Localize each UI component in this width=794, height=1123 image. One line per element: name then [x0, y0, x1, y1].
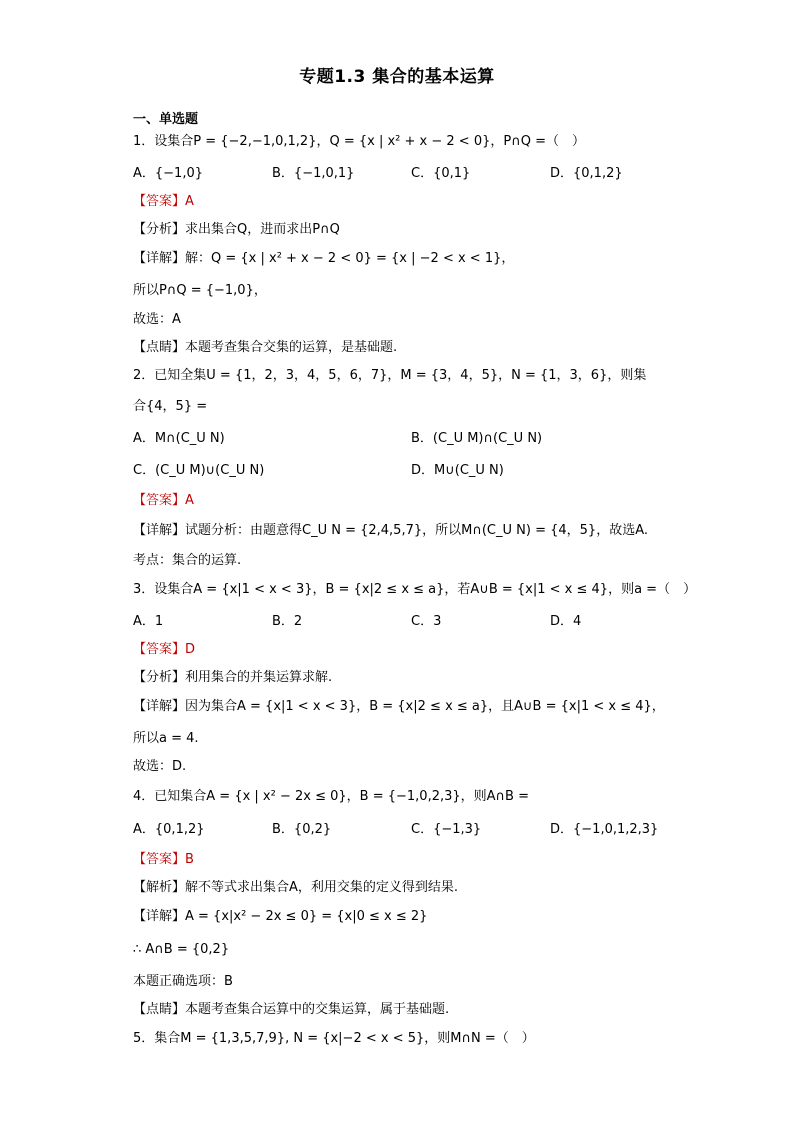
q1-so: 所以P∩Q = {−1,0}， — [133, 283, 267, 298]
q2-option-a: A．M∩(C_U N) — [133, 431, 225, 446]
q2-option-c: C．(C_U M)∪(C_U N) — [133, 463, 265, 478]
q4-option-b: B．{0,2} — [272, 822, 332, 837]
q3-option-b: B．2 — [272, 614, 303, 629]
q4-detail: 【详解】A = {x|x² − 2x ≤ 0} = {x|0 ≤ x ≤ 2} — [133, 909, 428, 924]
q1-answer: 【答案】A — [133, 194, 194, 209]
q3-detail: 【详解】因为集合A = {x|1 < x < 3}，B = {x|2 ≤ x ≤ a}，且A∪B = {x|1 < x ≤ 4}， — [133, 699, 665, 714]
q4-correct-option: 本题正确选项：B — [133, 974, 233, 989]
q1-option-d: D．{0,1,2} — [550, 166, 623, 181]
q2-stem-continued: 合{4，5} = — [133, 399, 208, 414]
q3-so: 所以a = 4. — [133, 731, 199, 746]
q2-option-d: D．M∪(C_U N) — [411, 463, 504, 478]
q3-stem: 3．设集合A = {x|1 < x < 3}，B = {x|2 ≤ x ≤ a}，若A∪B = {x|1 < x ≤ 4}，则a =（ ） — [133, 582, 697, 597]
q3-option-d: D．4 — [550, 614, 582, 629]
q1-option-a: A．{−1,0} — [133, 166, 204, 181]
q2-detail: 【详解】试题分析：由题意得C_U N = {2,4,5,7}，所以M∩(C_U N) = {4，5}，故选A. — [133, 523, 648, 538]
q1-detail: 【详解】解：Q = {x | x² + x − 2 < 0} = {x | −2 < x < 1}， — [133, 251, 515, 266]
q3-choose: 故选：D. — [133, 759, 187, 774]
q5-stem: 5．集合M = {1,3,5,7,9}, N = {x|−2 < x < 5}，则M∩N =（ ） — [133, 1031, 535, 1046]
q3-option-c: C．3 — [411, 614, 442, 629]
q4-option-a: A．{0,1,2} — [133, 822, 205, 837]
q1-option-b: B．{−1,0,1} — [272, 166, 355, 181]
q4-answer: 【答案】B — [133, 852, 194, 867]
q2-answer: 【答案】A — [133, 493, 194, 508]
q1-stem: 1．设集合P = {−2,−1,0,1,2}，Q = {x | x² + x − 2 < 0}，P∩Q =（ ） — [133, 134, 585, 149]
q4-therefore: ∴ A∩B = {0,2} — [133, 942, 230, 957]
q3-answer: 【答案】D — [133, 642, 196, 657]
section-heading: 一、单选题 — [133, 112, 199, 127]
q1-choose: 故选：A — [133, 312, 181, 327]
q3-analysis: 【分析】利用集合的并集运算求解. — [133, 670, 333, 685]
q2-option-b: B．(C_U M)∩(C_U N) — [411, 431, 543, 446]
q4-comment: 【点睛】本题考查集合运算中的交集运算，属于基础题. — [133, 1002, 450, 1017]
q4-analysis: 【解析】解不等式求出集合A，利用交集的定义得到结果. — [133, 880, 459, 895]
q2-note: 考点：集合的运算. — [133, 553, 242, 568]
page-title: 专题1.3 集合的基本运算 — [299, 67, 495, 87]
q4-option-c: C．{−1,3} — [411, 822, 482, 837]
q4-option-d: D．{−1,0,1,2,3} — [550, 822, 659, 837]
q4-stem: 4．已知集合A = {x | x² − 2x ≤ 0}，B = {−1,0,2,3}，则A∩B = — [133, 789, 529, 804]
q3-option-a: A．1 — [133, 614, 164, 629]
q1-option-c: C．{0,1} — [411, 166, 471, 181]
q2-stem: 2．已知全集U = {1，2，3，4，5，6，7}，M = {3，4，5}，N = {1，3，6}，则集 — [133, 368, 647, 383]
q1-comment: 【点睛】本题考查集合交集的运算，是基础题. — [133, 340, 398, 355]
q1-analysis: 【分析】求出集合Q，进而求出P∩Q — [133, 222, 340, 237]
